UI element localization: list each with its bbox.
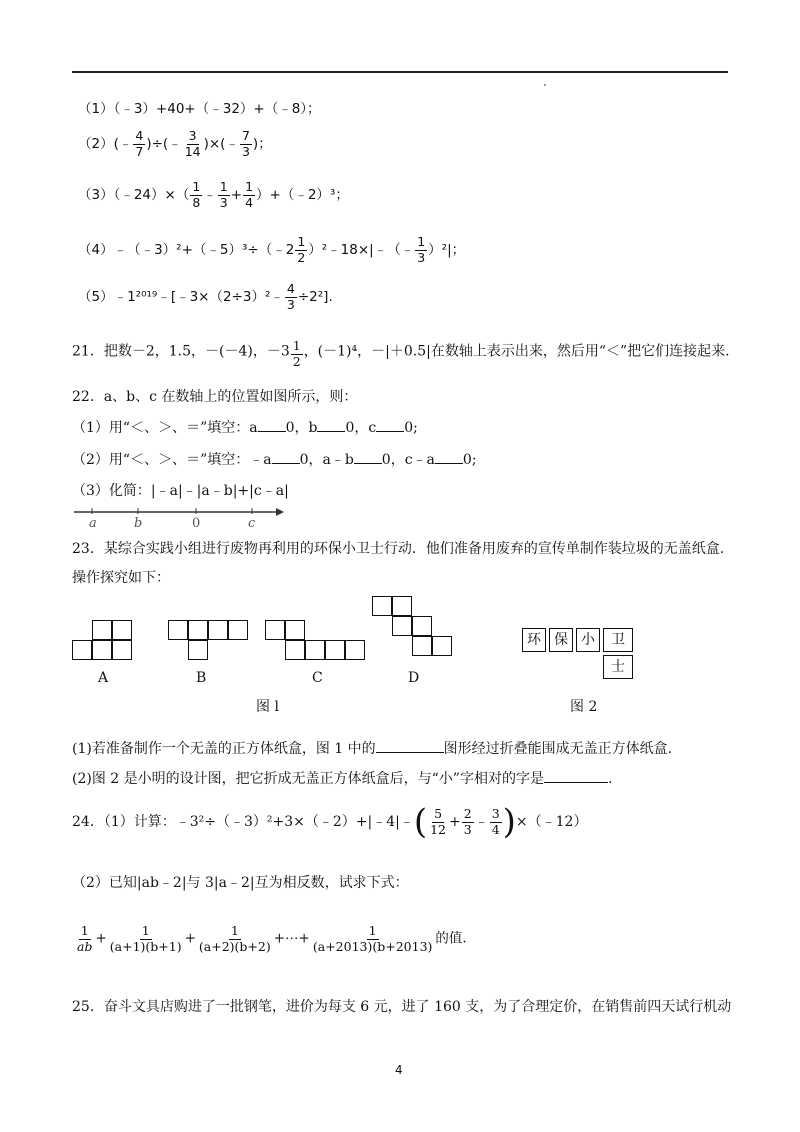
- fig-label-b: B: [196, 670, 207, 686]
- q23-title: 23．某综合实践小组进行废物再利用的环保小卫士行动．他们准备用废弃的宣传单制作装垃圾的无盖纸盒.: [72, 541, 725, 557]
- number-line-figure: [72, 506, 292, 530]
- label-a: a: [89, 516, 97, 530]
- q20-part1: （1）（﹣3）+40+（﹣32）+（﹣8）；: [78, 101, 321, 117]
- page-number: 4: [395, 1063, 403, 1077]
- q24-part2: （2）已知|ab﹣2|与 3|a﹣2|互为相反数，试求下式：: [72, 875, 409, 891]
- label-c: c: [248, 516, 256, 530]
- q22-part2: （2）用“＜、＞、＝”填空：﹣a 0，a﹣b 0，c﹣a 0;: [72, 452, 477, 468]
- q25-text: 25．奋斗文具店购进了一批钢笔，进价为每支 6 元，进了 160 支，为了合理定价，在销售前四天试行机动: [72, 999, 732, 1015]
- label-b: b: [134, 516, 143, 530]
- q22-part1: （1）用“＜、＞、＝”填空：a 0，b 0，c 0;: [72, 420, 418, 436]
- fig-label-d: D: [408, 670, 420, 686]
- q20-part4: （4）﹣（﹣3）²+（﹣5）³÷（﹣2 $\frac{1}{2}$ ）²﹣18×|﹣（﹣ $\frac{1}{3}$ ）²|；: [78, 234, 466, 265]
- q22-part3: （3）化简：|﹣a|﹣|a﹣b|+|c﹣a|: [72, 483, 289, 499]
- q20-part5: （5）﹣1²⁰¹⁹﹣[﹣3×（2÷3）²﹣ $\frac{4}{3}$ ÷2²].: [78, 281, 333, 312]
- fraction: $\frac{3}{14}$: [184, 128, 201, 159]
- q23-question2: (2)图 2 是小明的设计图，把它折成无盖正方体纸盒后，与“小”字相对的字是 .: [72, 771, 613, 787]
- document-page: （1）（﹣3）+40+（﹣32）+（﹣8）； （2）(﹣ $\frac{4}{7}$ )÷(﹣ $\frac{3}{14}$ )×(﹣ $\frac{7}{3}$ )； （3）（﹣24）×（ $\frac{1}{8}$ ﹣ $\frac{1}{3}$ + $\frac{1}{4}$ ）+（﹣2）³； （4）﹣（﹣3）²+（﹣5）³÷（﹣2 $\frac{1}{2}$ ）²﹣18×|﹣（﹣ $\frac{1}{3}$ ）²|； （5）﹣1²⁰¹⁹﹣[﹣3×（2÷3）²﹣ $\frac{4}{3}$ ÷2²]. 21．把数－2，1.5，－(－4)，－3 $\frac{1}{2}$ ，(－1)⁴，－|＋0.5|在数轴上表示出来，然后用“＜”把它们连接起来. 22．a、b、c 在数轴上的位置如图所示，则： （1）用“＜、＞、＝”填空：a 0，b 0，c 0; （2）用“＜、＞、＝”填空：﹣a 0，a﹣b 0，c﹣a 0; （3）化简：|﹣a|﹣|a﹣b|+|c﹣a| a b 0 c 23．某综合实践小组进行废物再利用的环保小卫士行动．他们准备用废弃的宣传单制作装垃圾的无盖纸盒. 操作探究如下： A B C D 图 l 环 保 小 卫 士 图 2 (1)若准备制作一个无盖的正方体纸盒，图 1 中的 图形经过折叠能围成无盖正方体纸盒. (2)图 2 是小明的设计图，把它折成无盖正方体纸盒后，与“小”字相对的字是 . 24．（1）计算：﹣3²÷（﹣3）²+3×（﹣2）+|﹣4|﹣( $\frac{5}{12}$ + $\frac{2}{3}$ ﹣ $\frac{3}{4}$ )×（﹣12） （2）已知|ab﹣2|与 3|a﹣2|互为相反数，试求下式： $\frac{1}{ab}$ + $\frac{1}{(a+1)(b+1)}$ + $\frac{1}{(a+2)(b+2)}$ +⋯+ $\frac{1}{(a+2013)(b+2013)}$ 的值. 25．奋斗文具店购进了一批钢笔，进价为每支 6 元，进了 160 支，为了合理定价，在销售前四天试行机动 4: [0, 0, 800, 1132]
- label-0: 0: [192, 516, 201, 530]
- fig-label-a: A: [98, 670, 109, 686]
- fig2-caption: 图 2: [570, 699, 598, 715]
- header-dot: [544, 84, 546, 86]
- q23-sub: 操作探究如下：: [72, 570, 170, 586]
- fig-label-c: C: [312, 670, 323, 686]
- fig1-caption: 图 l: [256, 699, 279, 715]
- fraction: $\frac{4}{7}$: [135, 128, 144, 159]
- number-line-arrow: [276, 508, 284, 516]
- q24-part1: 24．（1）计算：﹣3²÷（﹣3）²+3×（﹣2）+|﹣4|﹣( $\frac{5}{12}$ + $\frac{2}{3}$ ﹣ $\frac{3}{4}$ )×（﹣12）: [72, 802, 588, 842]
- q24-series: $\frac{1}{ab}$ + $\frac{1}{(a+1)(b+1)}$ + $\frac{1}{(a+2)(b+2)}$ +⋯+ $\frac{1}{(a+2013)(b+2013)}$ 的值.: [77, 923, 467, 954]
- q21-text: 21．把数－2，1.5，－(－4)，－3 $\frac{1}{2}$ ，(－1)⁴，－|＋0.5|在数轴上表示出来，然后用“＜”把它们连接起来.: [72, 338, 730, 369]
- fraction: $\frac{7}{3}$: [241, 128, 250, 159]
- q20-part3: （3）（﹣24）×（ $\frac{1}{8}$ ﹣ $\frac{1}{3}$ + $\frac{1}{4}$ ）+（﹣2）³；: [78, 179, 349, 210]
- q23-question1: (1)若准备制作一个无盖的正方体纸盒，图 1 中的 图形经过折叠能围成无盖正方体纸盒.: [72, 741, 673, 757]
- q20-part2: （2）(﹣ $\frac{4}{7}$ )÷(﹣ $\frac{3}{14}$ )×(﹣ $\frac{7}{3}$ )；: [78, 128, 272, 159]
- header-rule: [72, 71, 728, 73]
- q22-title: 22．a、b、c 在数轴上的位置如图所示，则：: [72, 389, 358, 405]
